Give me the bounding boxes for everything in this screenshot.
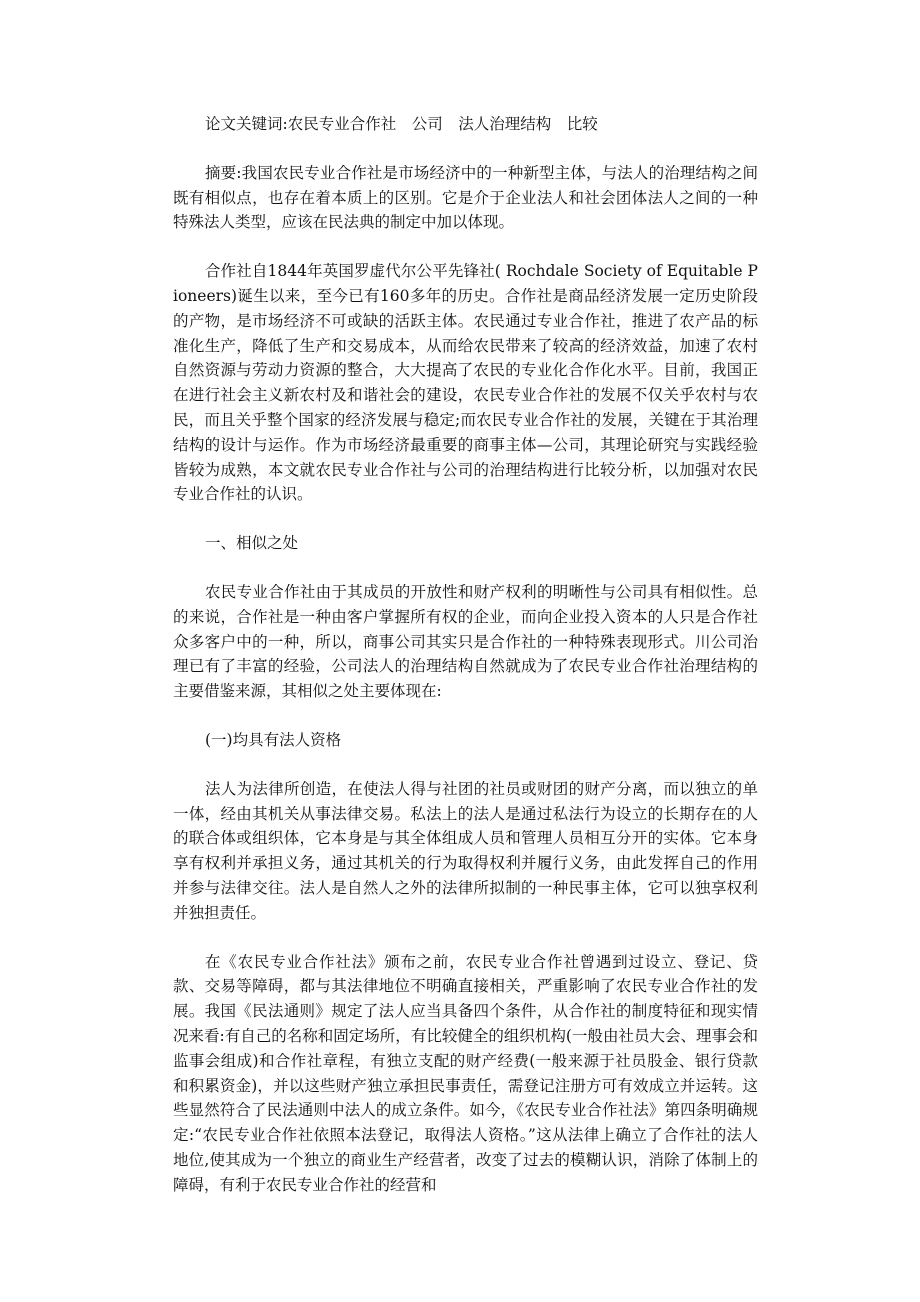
document-body (173, 112, 758, 1221)
subsection-paragraph-legal-person-definition: 法人为法律所创造，在使法人得与社团的社员或财团的财产分离，而以独立的单一体，经由其机关从事法律交易。私法上的法人是通过私法行为设立的长期存在的人的联合体或组织体，它本身是与其全体组成人员和管理人员相互分开的实体。它本身享有权利并承担义务，通过其机关的行为取得权利并履行义务，由此发挥自己的作用并参与法律交往。法人是自然人之外的法律所拟制的一种民事主体，它可以独享权利并独担责任。 (173, 779, 758, 922)
keywords-line: 论文关键词:农民专业合作社 公司 法人治理结构 比较 (205, 115, 598, 133)
abstract-paragraph: 摘要:我国农民专业合作社是市场经济中的一种新型主体，与法人的治理结构之间既有相似点，也存在着本质上的区别。它是介于企业法人和社会团体法人之间的一种特殊法人类型，应该在民法典的制定中加以体现。 (173, 163, 758, 232)
section-paragraph-similarities: 农民专业合作社由于其成员的开放性和财产权利的明晰性与公司具有相似性。总的来说，合作社是一种由客户掌握所有权的企业，而向企业投入资本的人只是合作社众多客户中的一种，所以，商事公司其实只是合作社的一种特殊表现形式。川公司治理已有了丰富的经验，公司法人的治理结构自然就成为了农民专业合作社治理结构的主要借鉴来源，其相似之处主要体现在: (173, 582, 758, 701)
intro-paragraph: 合作社自1844年英国罗虚代尔公平先锋社( Rochdale Society of Equitable Pioneers)诞生以来，至今已有160多年的历史。合作社是商品经济发展一定历史阶段的产物，是市场经济不可或缺的活跃主体。农民通过专业合作社，推进了农产品的标准化生产，降低了生产和交易成本，从而给农民带来了较高的经济效益，加速了农村自然资源与劳动力资源的整合，大大提高了农民的专业化合作化水平。目前，我国正在进行社会主义新农村及和谐社会的建设，农民专业合作社的发展不仅关乎农村与农民，而且关乎整个国家的经济发展与稳定;而农民专业合作社的发展，关键在于其治理结构的设计与运作。作为市场经济最重要的商事主体—公司，其理论研究与实践经验皆较为成熟，本文就农民专业合作社与公司的治理结构进行比较分析，以加强对农民专业合作社的认识。 (173, 262, 758, 504)
subsection-heading-legal-person: (一)均具有法人资格 (205, 730, 342, 749)
section-heading-similarities: 一、相似之处 (205, 534, 299, 553)
subsection-paragraph-cooperative-law: 在《农民专业合作社法》颁布之前，农民专业合作社曾遇到过设立、登记、贷款、交易等障碍，都与其法律地位不明确直接相关，严重影响了农民专业合作社的发展。我国《民法通则》规定了法人应当具备四个条件，从合作社的制度特征和现实情况来看:有自己的名称和固定场所，有比较健全的组织机构(一般由社员大会、理事会和监事会组成)和合作社章程，有独立支配的财产经费(一般来源于社员股金、银行贷款和积累资金)，并以这些财产独立承担民事责任，需登记注册方可有效成立并运转。这些显然符合了民法通则中法人的成立条件。如今，《农民专业合作社法》第四条明确规定:“农民专业合作社依照本法登记，取得法人资格。”这从法律上确立了合作社的法人地位,使其成为一个独立的商业生产经营者，改变了过去的模糊认识，消除了体制上的障碍，有利于农民专业合作社的经营和 (173, 952, 758, 1194)
